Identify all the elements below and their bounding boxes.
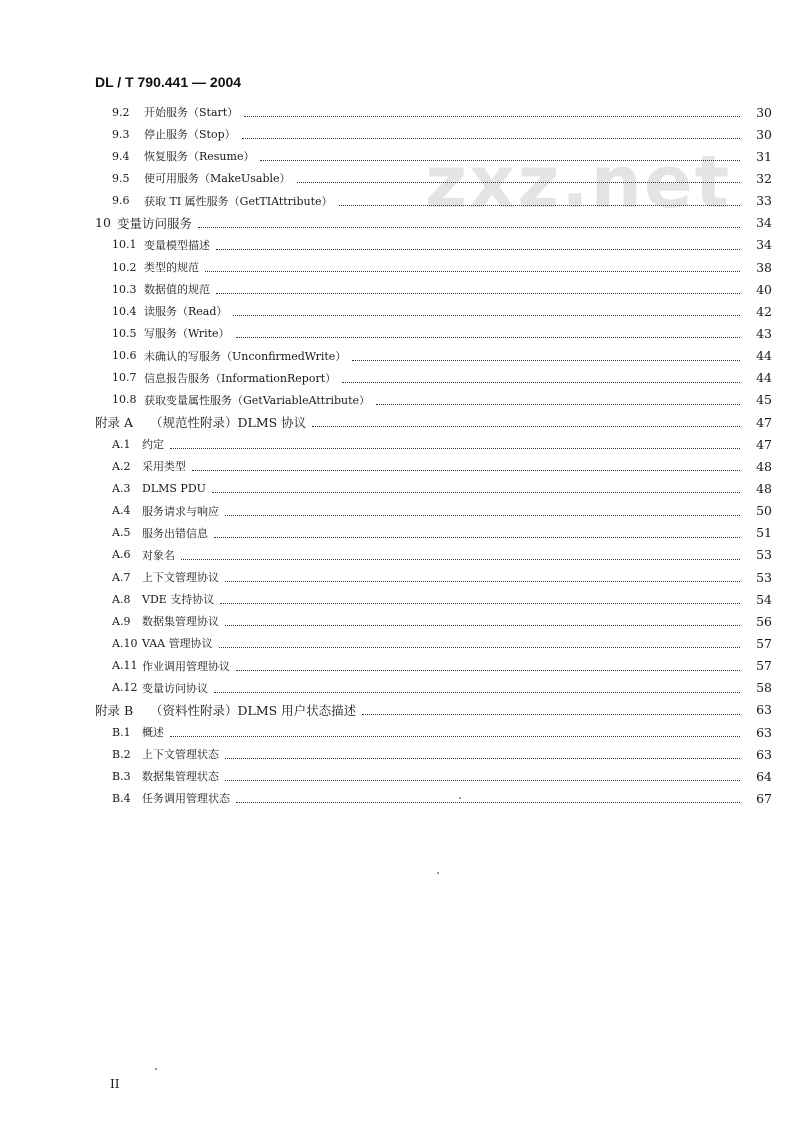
toc-entry-number: 9.4	[112, 149, 130, 163]
toc-section-entry[interactable]	[0, 522, 800, 544]
toc-section-entry[interactable]	[0, 787, 800, 809]
toc-entry-page: 64	[756, 768, 772, 784]
toc-entry-title: （规范性附录）DLMS 协议	[150, 415, 307, 431]
toc-entry-number: 9.3	[112, 127, 130, 141]
toc-entry-number: A.12	[112, 681, 138, 695]
toc-entry-title: 约定	[142, 438, 164, 452]
toc-dot-leader	[170, 735, 740, 737]
toc-entry-page: 48	[756, 480, 772, 496]
toc-section-entry[interactable]	[0, 588, 800, 610]
toc-entry-title: VDE 支持协议	[142, 593, 215, 607]
standard-number-header: DL / T 790.441 — 2004	[95, 74, 242, 90]
toc-entry-number: A.2	[112, 459, 131, 473]
toc-entry-page: 44	[756, 348, 772, 364]
scan-speck	[155, 1068, 157, 1070]
toc-entry-page: 32	[756, 170, 772, 186]
toc-chapter-entry[interactable]	[0, 699, 800, 721]
toc-entry-page: 40	[756, 281, 772, 297]
toc-dot-leader	[362, 713, 740, 715]
toc-section-entry[interactable]	[0, 167, 800, 189]
toc-section-entry[interactable]	[0, 256, 800, 278]
toc-dot-leader	[212, 491, 740, 493]
toc-dot-leader	[198, 226, 740, 228]
toc-entry-title: 采用类型	[142, 460, 186, 474]
toc-entry-page: 34	[756, 237, 772, 253]
toc-dot-leader	[225, 757, 740, 759]
toc-dot-leader	[236, 801, 740, 803]
toc-entry-title: 获取 TI 属性服务（GetTIAttribute）	[144, 194, 333, 208]
toc-entry-title: 变量访问协议	[142, 681, 208, 695]
toc-entry-page: 53	[756, 547, 772, 563]
toc-entry-page: 63	[756, 702, 772, 718]
toc-entry-title: 未确认的写服务（UnconfirmedWrite）	[144, 349, 347, 363]
toc-entry-page: 34	[756, 215, 772, 231]
toc-section-entry[interactable]	[0, 322, 800, 344]
toc-dot-leader	[214, 691, 740, 693]
toc-entry-number: B.1	[112, 725, 131, 739]
toc-dot-leader	[214, 536, 740, 538]
toc-entry-number: B.4	[112, 791, 131, 805]
toc-entry-page: 58	[756, 680, 772, 696]
toc-entry-number: 10.1	[112, 238, 137, 252]
toc-entry-page: 57	[756, 635, 772, 651]
toc-entry-title: 上下文管理状态	[142, 748, 219, 762]
toc-entry-number: 10.3	[112, 282, 137, 296]
toc-entry-title: 任务调用管理状态	[142, 792, 230, 806]
toc-entry-number: A.5	[112, 526, 131, 540]
toc-section-entry[interactable]	[0, 367, 800, 389]
toc-entry-number: A.9	[112, 614, 131, 628]
table-of-contents	[0, 101, 800, 810]
toc-dot-leader	[352, 359, 740, 361]
toc-entry-page: 30	[756, 126, 772, 142]
toc-entry-page: 67	[756, 790, 772, 806]
toc-entry-title: 恢复服务（Resume）	[144, 150, 255, 164]
toc-entry-number: 10	[95, 215, 111, 231]
toc-entry-title: DLMS PDU	[142, 481, 206, 495]
toc-entry-title: 写服务（Write）	[144, 327, 230, 341]
toc-entry-number: A.7	[112, 570, 131, 584]
toc-entry-title: 停止服务（Stop）	[144, 128, 236, 142]
toc-section-entry[interactable]	[0, 477, 800, 499]
toc-entry-title: 信息报告服务（InformationReport）	[144, 371, 337, 385]
toc-entry-number: 10.6	[112, 349, 137, 363]
toc-dot-leader	[181, 558, 740, 560]
toc-dot-leader	[225, 580, 740, 582]
toc-entry-number: A.3	[112, 481, 131, 495]
toc-entry-title: 数据集管理协议	[142, 615, 219, 629]
toc-section-entry[interactable]	[0, 544, 800, 566]
toc-section-entry[interactable]	[0, 345, 800, 367]
scan-speck	[459, 797, 461, 799]
toc-entry-title: 使可用服务（MakeUsable）	[144, 172, 291, 186]
toc-entry-title: 获取变量属性服务（GetVariableAttribute）	[144, 393, 371, 407]
toc-entry-title: 上下文管理协议	[142, 571, 219, 585]
toc-entry-title: 对象名	[142, 548, 175, 562]
toc-entry-page: 47	[756, 436, 772, 452]
toc-entry-number: 10.2	[112, 260, 137, 274]
toc-entry-title: 变量模型描述	[144, 238, 210, 252]
toc-entry-number: 9.2	[112, 105, 130, 119]
toc-section-entry[interactable]	[0, 677, 800, 699]
toc-entry-page: 43	[756, 325, 772, 341]
toc-entry-title: 概述	[142, 726, 164, 739]
toc-section-entry[interactable]	[0, 632, 800, 654]
toc-entry-page: 47	[756, 414, 772, 430]
toc-section-entry[interactable]	[0, 278, 800, 300]
toc-section-entry[interactable]	[0, 743, 800, 765]
toc-entry-number: B.3	[112, 769, 131, 783]
toc-section-entry[interactable]	[0, 455, 800, 477]
toc-dot-leader	[233, 314, 740, 316]
toc-entry-title: VAA 管理协议	[142, 637, 213, 651]
toc-dot-leader	[216, 292, 740, 294]
toc-entry-page: 48	[756, 458, 772, 474]
toc-entry-number: 10.5	[112, 326, 137, 340]
toc-dot-leader	[225, 779, 740, 781]
toc-entry-title: 开始服务（Start）	[144, 106, 239, 120]
page-number: II	[110, 1077, 120, 1091]
toc-entry-page: 56	[756, 613, 772, 629]
toc-section-entry[interactable]	[0, 389, 800, 411]
toc-section-entry[interactable]	[0, 500, 800, 522]
toc-entry-page: 57	[756, 658, 772, 674]
toc-section-entry[interactable]	[0, 101, 800, 123]
toc-entry-page: 33	[756, 193, 772, 209]
toc-entry-title: 类型的规范	[144, 261, 199, 275]
toc-dot-leader	[225, 624, 740, 626]
toc-entry-number: B.2	[112, 747, 131, 761]
toc-dot-leader	[236, 336, 740, 338]
toc-section-entry[interactable]	[0, 123, 800, 145]
toc-dot-leader	[170, 447, 740, 449]
toc-dot-leader	[216, 248, 740, 250]
toc-entry-title: （资料性附录）DLMS 用户状态描述	[150, 702, 357, 718]
toc-entry-title: 数据值的规范	[144, 283, 210, 297]
toc-entry-page: 45	[756, 392, 772, 408]
toc-entry-page: 42	[756, 303, 772, 319]
toc-dot-leader	[312, 425, 740, 427]
toc-entry-page: 30	[756, 104, 772, 120]
toc-dot-leader	[297, 181, 740, 183]
toc-dot-leader	[225, 514, 740, 516]
toc-entry-number: 9.6	[112, 194, 130, 208]
toc-entry-page: 63	[756, 746, 772, 762]
toc-dot-leader	[260, 159, 740, 161]
toc-entry-number: 附录 A	[95, 415, 134, 431]
toc-section-entry[interactable]	[0, 300, 800, 322]
toc-section-entry[interactable]	[0, 765, 800, 787]
toc-dot-leader	[339, 204, 741, 206]
toc-chapter-entry[interactable]	[0, 411, 800, 433]
toc-section-entry[interactable]	[0, 721, 800, 743]
toc-entry-number: A.6	[112, 548, 131, 562]
toc-entry-page: 50	[756, 503, 772, 519]
toc-dot-leader	[220, 602, 740, 604]
toc-section-entry[interactable]	[0, 234, 800, 256]
toc-section-entry[interactable]	[0, 566, 800, 588]
toc-entry-page: 38	[756, 259, 772, 275]
toc-entry-number: 10.7	[112, 371, 137, 385]
toc-entry-page: 54	[756, 591, 772, 607]
toc-entry-title: 读服务（Read）	[144, 305, 228, 319]
toc-section-entry[interactable]	[0, 433, 800, 455]
toc-dot-leader	[205, 270, 740, 272]
toc-section-entry[interactable]	[0, 610, 800, 632]
toc-dot-leader	[244, 115, 740, 117]
toc-section-entry[interactable]	[0, 655, 800, 677]
toc-entry-number: A.4	[112, 504, 131, 518]
toc-chapter-entry[interactable]	[0, 212, 800, 234]
toc-entry-number: A.11	[112, 659, 138, 673]
toc-dot-leader	[236, 669, 740, 671]
toc-entry-page: 53	[756, 569, 772, 585]
toc-dot-leader	[192, 469, 740, 471]
toc-dot-leader	[219, 646, 740, 648]
watermark: zxz.net	[425, 140, 732, 224]
toc-entry-number: A.1	[112, 437, 131, 451]
toc-dot-leader	[242, 137, 740, 139]
toc-entry-title: 变量访问服务	[117, 215, 193, 231]
toc-entry-page: 31	[756, 148, 772, 164]
toc-entry-title: 服务请求与响应	[142, 504, 219, 518]
toc-entry-title: 服务出错信息	[142, 526, 208, 540]
toc-entry-number: 附录 B	[95, 702, 134, 718]
toc-entry-number: 10.8	[112, 393, 137, 407]
toc-section-entry[interactable]	[0, 190, 800, 212]
toc-section-entry[interactable]	[0, 145, 800, 167]
toc-entry-number: A.10	[112, 636, 138, 650]
toc-entry-page: 51	[756, 525, 772, 541]
toc-entry-number: A.8	[112, 592, 131, 606]
toc-entry-page: 44	[756, 370, 772, 386]
toc-entry-page: 63	[756, 724, 772, 740]
scan-speck	[437, 872, 439, 874]
toc-entry-number: 10.4	[112, 304, 137, 318]
toc-dot-leader	[342, 381, 740, 383]
toc-entry-title: 作业调用管理协议	[142, 659, 230, 673]
toc-entry-number: 9.5	[112, 171, 130, 185]
toc-entry-title: 数据集管理状态	[142, 770, 219, 784]
toc-dot-leader	[376, 403, 740, 405]
